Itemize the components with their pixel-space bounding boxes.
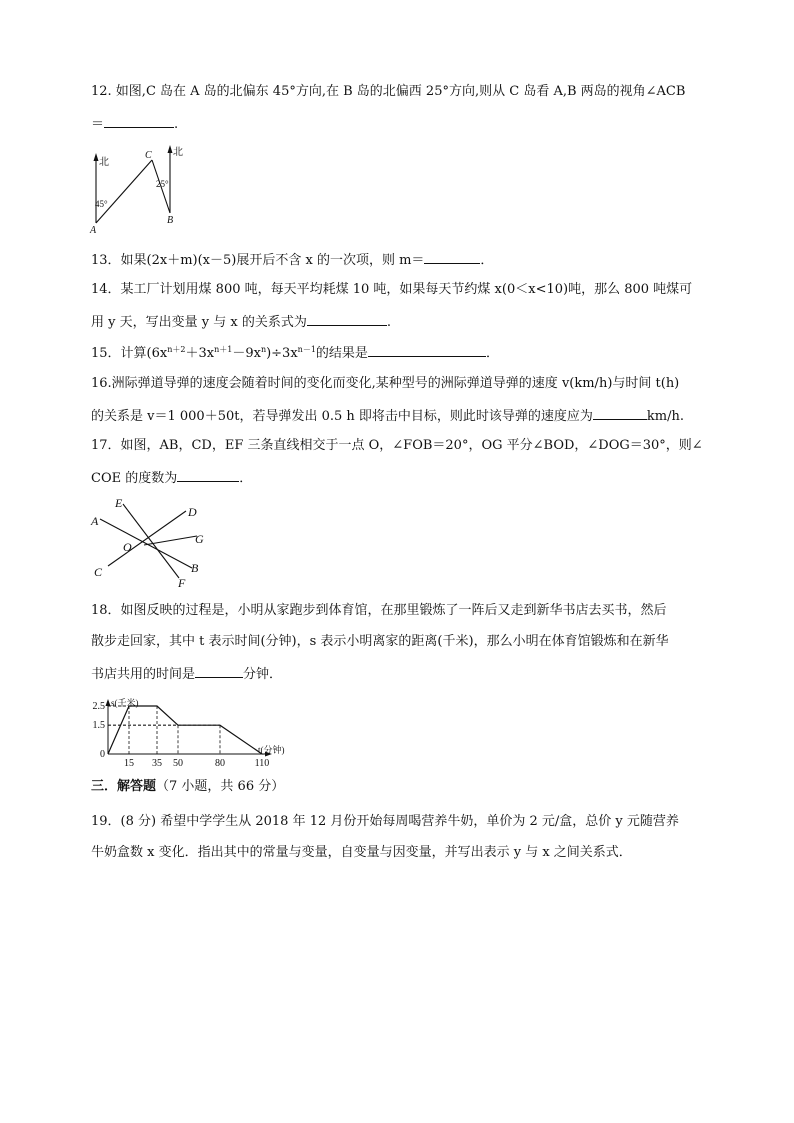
point-label-f: F [178, 576, 186, 590]
q13-text: 13．如果(2x＋m)(x－5)展开后不含 x 的一次项，则 m＝ [91, 253, 425, 268]
q15-part4: )÷3x [266, 346, 298, 361]
line-cd [108, 511, 186, 566]
x-tick-label: 35 [152, 758, 162, 769]
q12-line1: 12. 如图,C 岛在 A 岛的北偏东 45°方向,在 B 岛的北偏西 25°方向,则从 C 岛看 A,B 两岛的视角∠ACB [91, 84, 686, 99]
point-label-c: C [145, 150, 152, 161]
point-label-b: B [191, 561, 199, 575]
q18-text: 书店共用的时间是 [91, 667, 196, 682]
q15-exp1: n＋2 [167, 345, 186, 354]
point-label-c: C [94, 565, 103, 579]
q15-line [91, 344, 499, 362]
q15-exp3: n [260, 345, 267, 354]
q18-chart [86, 694, 286, 770]
q12-line2 [91, 115, 178, 133]
q18-line2: 散步走回家，其中 t 表示时间(分钟)，s 表示小明离家的距离(千米)，那么小明在体育馆锻炼和在新华 [91, 634, 669, 649]
angle-label-a: 45° [95, 199, 108, 209]
north-label-a: 北 [99, 157, 109, 168]
q17-suffix: ． [239, 471, 253, 486]
q15-part3: －9x [232, 346, 261, 361]
q12-equals: ＝ [91, 117, 105, 132]
q14-answer-blank[interactable] [307, 313, 387, 326]
q13-answer-blank[interactable] [424, 251, 480, 264]
q17-line1: 17．如图，AB，CD，EF 三条直线相交于一点 O，∠FOB＝20°，OG 平分∠BOD，∠DOG＝30°，则∠ [91, 438, 703, 453]
segment-ac [96, 160, 152, 223]
point-label-a: A [91, 514, 99, 528]
q14-line1: 14．某工厂计划用煤 800 吨，每天平均耗煤 10 吨，如果每天节约煤 x(0＜x<10)吨，那么 800 吨煤可 [91, 282, 693, 297]
q15-suffix: ． [485, 346, 499, 361]
q18-suffix: 分钟． [243, 667, 283, 682]
x-tick-label: 80 [215, 758, 225, 769]
q12-period: . [174, 117, 179, 132]
q15-part1: 15．计算(6x [91, 346, 168, 361]
arrow-up-icon [168, 145, 173, 153]
q19-line1: 19．(8 分) 希望中学学生从 2018 年 12 月份开始每周喝营养牛奶，单价为 2 元/盒，总价 y 元随营养 [91, 814, 679, 829]
x-tick-label: 15 [124, 758, 134, 769]
line-ab [100, 519, 192, 568]
q16-answer-blank[interactable] [593, 407, 647, 420]
point-label-a: A [90, 225, 97, 236]
q15-part5: 的结果是 [315, 346, 368, 361]
q15-exp2: n＋1 [214, 345, 233, 354]
q16-line1: 16.洲际弹道导弹的速度会随着时间的变化而变化,某种型号的洲际弹道导弹的速度 v(km/h)与时间 t(h) [91, 376, 680, 391]
y-axis-label: s(千米) [111, 698, 139, 708]
q16-unit: km/h. [646, 409, 684, 424]
y-tick-label: 2.5 [92, 701, 105, 712]
q17-line2 [91, 469, 252, 487]
y-axis-arrow-icon [106, 699, 111, 706]
q14-line2 [91, 313, 391, 331]
y-tick-label: 0 [100, 749, 105, 760]
x-axis-label: t(分钟) [258, 745, 285, 755]
angle-label-b: 25° [156, 179, 169, 189]
x-tick-label: 50 [173, 758, 183, 769]
q13-line [91, 251, 493, 269]
q12-figure [86, 143, 196, 235]
q13-suffix: ． [480, 253, 494, 268]
section3-heading [91, 779, 284, 795]
section3-note: （7 小题，共 66 分） [156, 779, 285, 794]
north-label-b: 北 [173, 147, 183, 158]
y-tick-label: 1.5 [92, 720, 105, 732]
point-label-g: G [195, 532, 204, 546]
point-label-o: O [123, 540, 132, 554]
q17-answer-blank[interactable] [177, 469, 239, 482]
q14-suffix: . [386, 315, 391, 330]
q14-text: 用 y 天，写出变量 y 与 x 的关系式为 [91, 315, 307, 330]
point-label-b: B [167, 215, 174, 226]
q19-line2: 牛奶盒数 x 变化．指出其中的常量与变量，自变量与因变量，并写出表示 y 与 x 之间关系式． [91, 845, 632, 860]
series-line [108, 706, 262, 754]
section3-title: 三．解答题 [91, 779, 157, 794]
q15-exp4: n－1 [297, 345, 316, 354]
x-tick-label: 110 [254, 758, 270, 769]
q17-figure [88, 494, 218, 589]
q15-answer-blank[interactable] [368, 344, 486, 357]
q15-part2: ＋3x [185, 346, 215, 361]
q18-line1: 18．如图反映的过程是，小明从家跑步到体育馆，在那里锻炼了一阵后又走到新华书店去买书，然后 [91, 603, 667, 618]
ray-og [144, 536, 197, 545]
arrow-up-icon [94, 153, 99, 161]
q16-line2 [91, 407, 684, 425]
q12-answer-blank[interactable] [104, 115, 174, 128]
point-label-d: D [188, 505, 197, 519]
q16-text: 的关系是 v＝1 000＋50t，若导弹发出 0.5 h 即将击中目标，则此时该导弹的速度应为 [91, 409, 593, 424]
q17-text: COE 的度数为 [91, 471, 178, 486]
q18-line3 [91, 665, 282, 683]
point-label-e: E [115, 496, 123, 510]
q18-answer-blank[interactable] [195, 665, 243, 678]
